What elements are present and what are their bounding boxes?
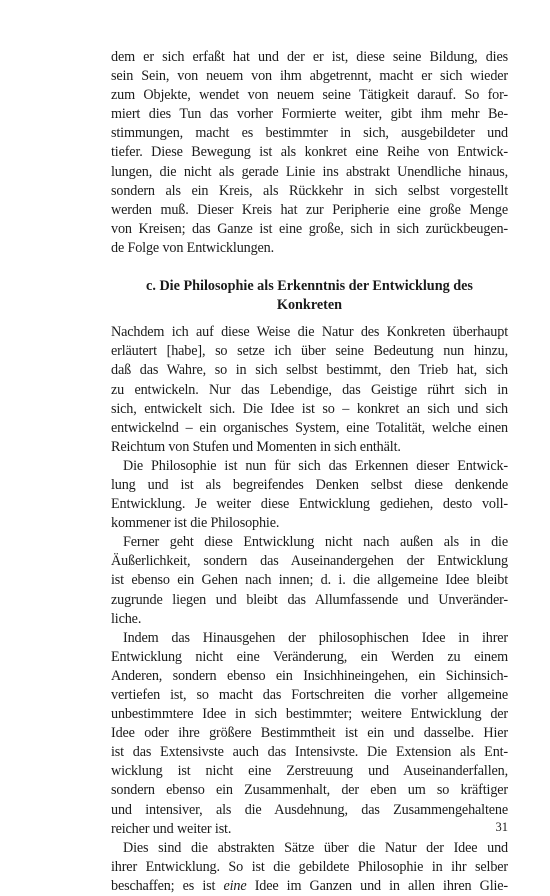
text-line: ihrer Entwicklung. So ist die gebildete Philosophie in ihr selber <box>111 858 508 875</box>
text-line: de Folge von Entwicklungen. <box>111 239 275 256</box>
text-line: stimmungen, macht es bestimmter in sich, ausgebildeter und <box>111 125 508 142</box>
text-line: von Kreisen; das Ganze ist eine große, sich in sich zurückbeugen- <box>111 220 508 237</box>
text-line: tiefer. Diese Bewegung ist als konkret eine Reihe von Entwick- <box>111 144 508 161</box>
text-line: entwickelnd – ein organisches System, eine Totalität, welche einen <box>111 419 508 436</box>
text-line: erläutert [habe], so setze ich über seine Bedeutung nun hinzu, <box>111 343 508 360</box>
text-line: vertiefen ist, so macht das Fortschreiten die vorher allgemeine <box>111 687 508 703</box>
text-line: ist das Extensivste auch das Intensivste. Die Extension als Ent- <box>111 744 508 761</box>
section-heading <box>111 277 508 315</box>
paragraph-5 <box>111 839 508 896</box>
text-line: sondern als ein Kreis, als Rückkehr in sich selbst vorgestellt <box>111 182 508 199</box>
section-heading-line: c. Die Philosophie als Erkenntnis der Entwicklung des <box>146 278 473 295</box>
paragraph-1 <box>111 323 508 457</box>
text-line: miert dies Tun das vorher Formierte weiter, gibt ihm mehr Be- <box>111 106 508 123</box>
text-line: Dies sind die abstrakten Sätze über die Natur der Idee und <box>123 839 508 856</box>
text-line: Äußerlichkeit, sondern das Auseinandergehen der Entwicklung <box>111 553 508 570</box>
text-line: zugrunde liegen und bleibt das Allumfassende und Unveränder- <box>111 591 508 608</box>
text-line: daß das Wahre, so in sich selbst bestimmt, den Trieb hat, sich <box>111 362 508 379</box>
paragraph-4 <box>111 629 508 839</box>
text-line: Ferner geht diese Entwicklung nicht nach außen als in die <box>123 534 508 551</box>
text-line: unbestimmtere Idee in sich bestimmter; weitere Entwicklung der <box>111 706 508 723</box>
page-body <box>111 48 508 896</box>
paragraph-2 <box>111 457 508 533</box>
text-fragment: beschaffen; es ist <box>111 877 224 894</box>
text-line: Nachdem ich auf diese Weise die Natur des Konkreten überhaupt <box>111 324 508 341</box>
text-line: zu entwickeln. Nur das Lebendige, das Geistige rührt sich in <box>111 381 508 398</box>
paragraph-3 <box>111 533 508 628</box>
text-line: Anderen, sondern ebenso ein Insichhineingehen, ein Sichinsich- <box>111 667 508 684</box>
text-line: reicher und weiter ist. <box>111 820 232 837</box>
text-line: lung und ist als begreifendes Denken selbst diese denkende <box>111 476 508 493</box>
text-line: Die Philosophie ist nun für sich das Erkennen dieser Entwick- <box>123 457 508 474</box>
text-line: Entwicklung. Je weiter diese Entwicklung gediehen, desto voll- <box>111 496 508 513</box>
text-line: sondern ebenso ein Zusammenhalt, der eben um so kräftiger <box>111 782 508 799</box>
text-line: werden muß. Dieser Kreis hat zur Peripherie eine große Menge <box>111 201 508 218</box>
text-line: lungen, die nicht als gerade Linie ins abstrakt Unendliche hinaus, <box>111 163 508 180</box>
text-fragment: Idee im Ganzen und in allen ihren Glie- <box>246 877 509 894</box>
text-line: sein Sein, von neuem von ihm abgetrennt, macht er sich wieder <box>111 68 508 85</box>
text-line: Idee oder ihre größere Bestimmtheit ist ein und dasselbe. Hier <box>111 725 508 742</box>
text-line: kommener ist die Philosophie. <box>111 515 280 532</box>
text-line: und intensiver, als die Ausdehnung, das Zusammengehaltene <box>111 801 508 818</box>
text-line: wicklung ist nicht eine Zerstreuung und Auseinanderfallen, <box>111 763 508 780</box>
text-line: Indem das Hinausgehen der philosophischen Idee in ihrer <box>123 629 508 646</box>
text-line: liche. <box>111 610 142 627</box>
text-line: Reichtum von Stufen und Momenten in sich enthält. <box>111 438 401 455</box>
text-line: ist ebenso ein Gehen nach innen; d. i. die allgemeine Idee bleibt <box>111 572 508 589</box>
intro-paragraph <box>111 48 508 258</box>
text-line: Entwicklung nicht eine Veränderung, ein Werden zu einem <box>111 648 508 665</box>
page-number: 31 <box>495 820 508 834</box>
emphasis-text: eine <box>223 877 247 894</box>
section-heading-line: Konkreten <box>276 297 343 314</box>
text-line: sich, entwickelt sich. Die Idee ist so – konkret an sich und sich <box>111 400 508 417</box>
text-line: dem er sich erfaßt hat und der er ist, diese seine Bildung, dies <box>111 49 508 65</box>
text-line: zum Objekte, wendet von neuem seine Tätigkeit darauf. So for- <box>111 87 508 104</box>
